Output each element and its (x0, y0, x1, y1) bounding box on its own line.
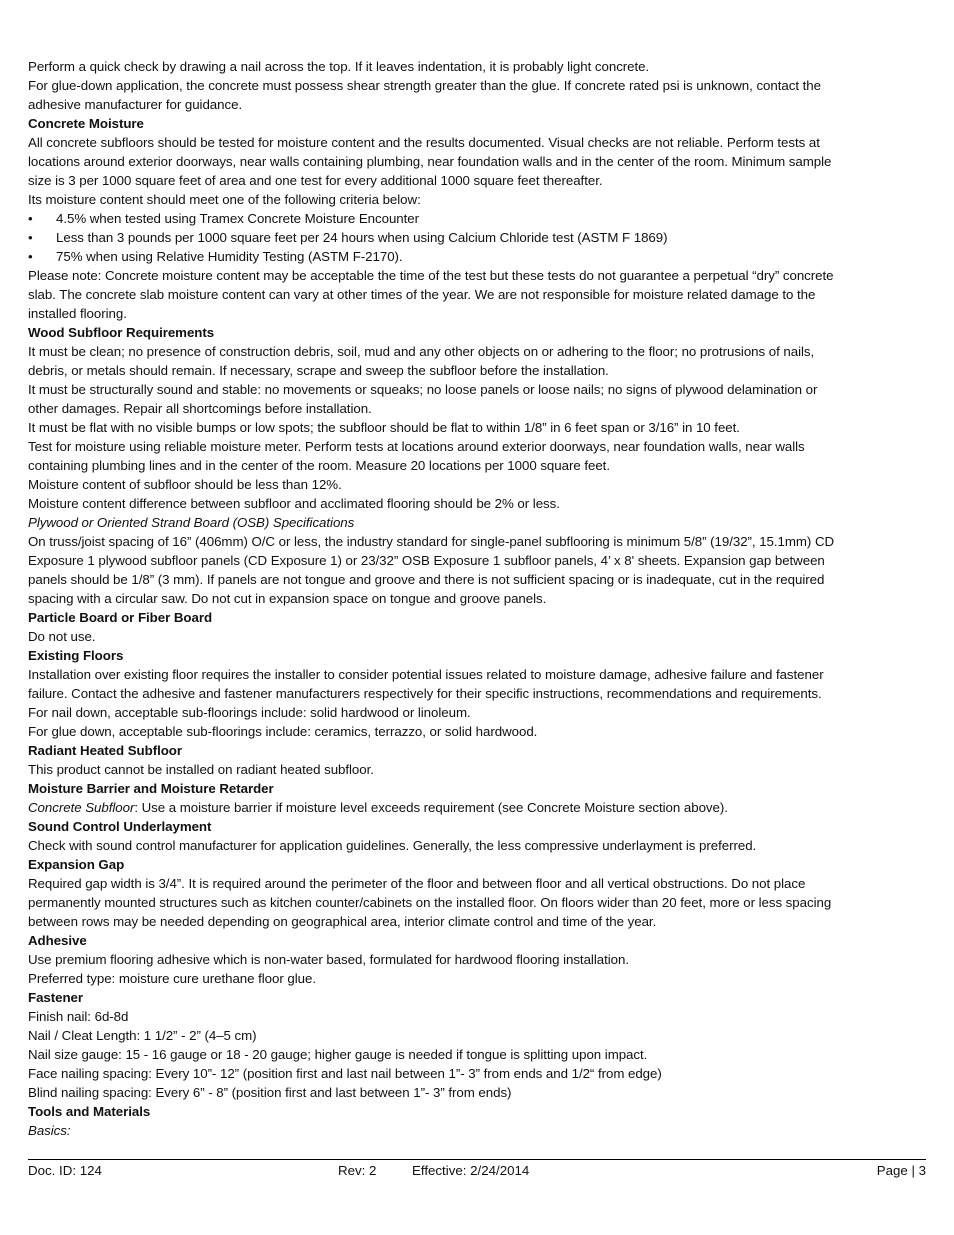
body-line: Finish nail: 6d-8d (28, 1009, 129, 1024)
body-line: installed flooring. (28, 306, 127, 321)
body-line: For nail down, acceptable sub-floorings include: solid hardwood or linoleum. (28, 705, 471, 720)
section-heading: Moisture Barrier and Moisture Retarder (28, 781, 274, 796)
section-heading: Tools and Materials (28, 1104, 151, 1119)
body-line: Exposure 1 plywood subfloor panels (CD Exposure 1) or 23/32” OSB Exposure 1 subfloor panels, 4’ x 8' sheets. Expansion gap between (28, 553, 825, 568)
bullet-icon: • (28, 249, 33, 264)
subheading: Plywood or Oriented Strand Board (OSB) Specifications (28, 515, 355, 530)
body-line: adhesive manufacturer for guidance. (28, 97, 243, 112)
section-heading: Wood Subfloor Requirements (28, 325, 215, 340)
section-heading: Expansion Gap (28, 857, 125, 872)
body-line: between rows may be needed depending on geographical area, interior climate control and time of the year. (28, 914, 657, 929)
section-heading: Sound Control Underlayment (28, 819, 212, 834)
body-line: It must be flat with no visible bumps or low spots; the subfloor should be flat to within 1/8” in 6 feet span or 3/16” in 10 feet. (28, 420, 740, 435)
body-line: Do not use. (28, 629, 96, 644)
body-line: slab. The concrete slab moisture content can vary at other times of the year. We are not responsible for moisture related damage to the (28, 287, 816, 302)
inline-italic-label: Concrete Subfloor (28, 800, 135, 815)
body-line: other damages. Repair all shortcomings before installation. (28, 401, 372, 416)
body-line: locations around exterior doorways, near walls containing plumbing, near foundation walls and in the center of the room. Minimum sample (28, 154, 832, 169)
body-line: Nail size gauge: 15 - 16 gauge or 18 - 20 gauge; higher gauge is needed if tongue is splitting upon impact. (28, 1047, 648, 1062)
body-line: For glue-down application, the concrete must possess shear strength greater than the glue. If concrete rated psi is unknown, contact the (28, 78, 821, 93)
bullet-icon: • (28, 230, 33, 245)
section-heading: Adhesive (28, 933, 87, 948)
body-line: It must be clean; no presence of construction debris, soil, mud and any other objects on or adhering to the floor; no protrusions of nails, (28, 344, 815, 359)
footer-page-number: Page | 3 (876, 1163, 926, 1178)
bullet-item (28, 228, 928, 247)
footer-effective-date: Effective: 2/24/2014 (412, 1163, 530, 1178)
body-line: Please note: Concrete moisture content may be acceptable the time of the test but these tests do not guarantee a perpetual “dry” concrete (28, 268, 834, 283)
bullet-text: Less than 3 pounds per 1000 square feet per 24 hours when using Calcium Chloride test (ASTM F 1869) (56, 230, 668, 245)
subheading: Basics: (28, 1123, 71, 1138)
body-line: size is 3 per 1000 square feet of area and one test for every additional 1000 square feet thereafter. (28, 173, 603, 188)
body-line: For glue down, acceptable sub-floorings include: ceramics, terrazzo, or solid hardwood. (28, 724, 538, 739)
body-line: Use premium flooring adhesive which is non-water based, formulated for hardwood flooring installation. (28, 952, 629, 967)
body-line: All concrete subfloors should be tested for moisture content and the results documented. Visual checks are not reliable. Perform tests at (28, 135, 820, 150)
bullet-item (28, 209, 928, 228)
body-line: containing plumbing lines and in the center of the room. Measure 20 locations per 1000 square feet. (28, 458, 610, 473)
body-line: Check with sound control manufacturer for application guidelines. Generally, the less compressive underlayment is preferred. (28, 838, 757, 853)
body-line: debris, or metals should remain. If necessary, scrape and sweep the subfloor before the installation. (28, 363, 609, 378)
body-line: Moisture content of subfloor should be less than 12%. (28, 477, 342, 492)
page-footer (28, 1159, 926, 1182)
body-line: Nail / Cleat Length: 1 1/2” - 2” (4–5 cm) (28, 1028, 257, 1043)
body-line: Required gap width is 3/4”. It is required around the perimeter of the floor and between floor and all vertical obstructions. Do not place (28, 876, 806, 891)
body-line: Face nailing spacing: Every 10”- 12” (position first and last nail between 1”- 3” from ends and 1/2“ from edge) (28, 1066, 662, 1081)
body-line: Installation over existing floor requires the installer to consider potential issues related to moisture damage, adhesive failure and fastener (28, 667, 824, 682)
section-heading: Fastener (28, 990, 84, 1005)
body-line: On truss/joist spacing of 16” (406mm) O/C or less, the industry standard for single-panel subflooring is minimum 5/8” (19/32”, 15.1mm) CD (28, 534, 835, 549)
bullet-icon: • (28, 211, 33, 226)
body-line: Its moisture content should meet one of the following criteria below: (28, 192, 421, 207)
body-line: Blind nailing spacing: Every 6” - 8” (position first and last between 1”- 3” from ends) (28, 1085, 512, 1100)
section-heading: Particle Board or Fiber Board (28, 610, 213, 625)
body-line: panels should be 1/8” (3 mm). If panels are not tongue and groove and there is not sufficient spacing or is inadequate, cut in the required (28, 572, 825, 587)
footer-revision: Rev: 2 (338, 1163, 377, 1178)
document-body (28, 57, 928, 1140)
body-line: It must be structurally sound and stable: no movements or squeaks; no loose panels or loose nails; no signs of plywood delamination or (28, 382, 818, 397)
bullet-text: 4.5% when tested using Tramex Concrete Moisture Encounter (56, 211, 420, 226)
section-heading: Concrete Moisture (28, 116, 144, 131)
body-line: failure. Contact the adhesive and fastener manufacturers respectively for their specific instructions, recommendations and requirements. (28, 686, 822, 701)
body-line: Preferred type: moisture cure urethane floor glue. (28, 971, 316, 986)
body-line: Perform a quick check by drawing a nail across the top. If it leaves indentation, it is probably light concrete. (28, 59, 650, 74)
body-line: This product cannot be installed on radiant heated subfloor. (28, 762, 374, 777)
bullet-item (28, 247, 928, 266)
body-line: spacing with a circular saw. Do not cut in expansion space on tongue and groove panels. (28, 591, 547, 606)
section-heading: Radiant Heated Subfloor (28, 743, 182, 758)
body-line: Test for moisture using reliable moisture meter. Perform tests at locations around exterior doorways, near foundation walls, near walls (28, 439, 805, 454)
body-line: permanently mounted structures such as kitchen counter/cabinets on the installed floor. On floors wider than 20 feet, more or less spacing (28, 895, 832, 910)
bullet-text: 75% when using Relative Humidity Testing (ASTM F-2170). (56, 249, 403, 264)
body-line (28, 798, 928, 817)
section-heading: Existing Floors (28, 648, 124, 663)
inline-text: : Use a moisture barrier if moisture level exceeds requirement (see Concrete Moisture section above). (134, 800, 728, 815)
body-line: Moisture content difference between subfloor and acclimated flooring should be 2% or less. (28, 496, 560, 511)
footer-doc-id: Doc. ID: 124 (28, 1163, 102, 1178)
